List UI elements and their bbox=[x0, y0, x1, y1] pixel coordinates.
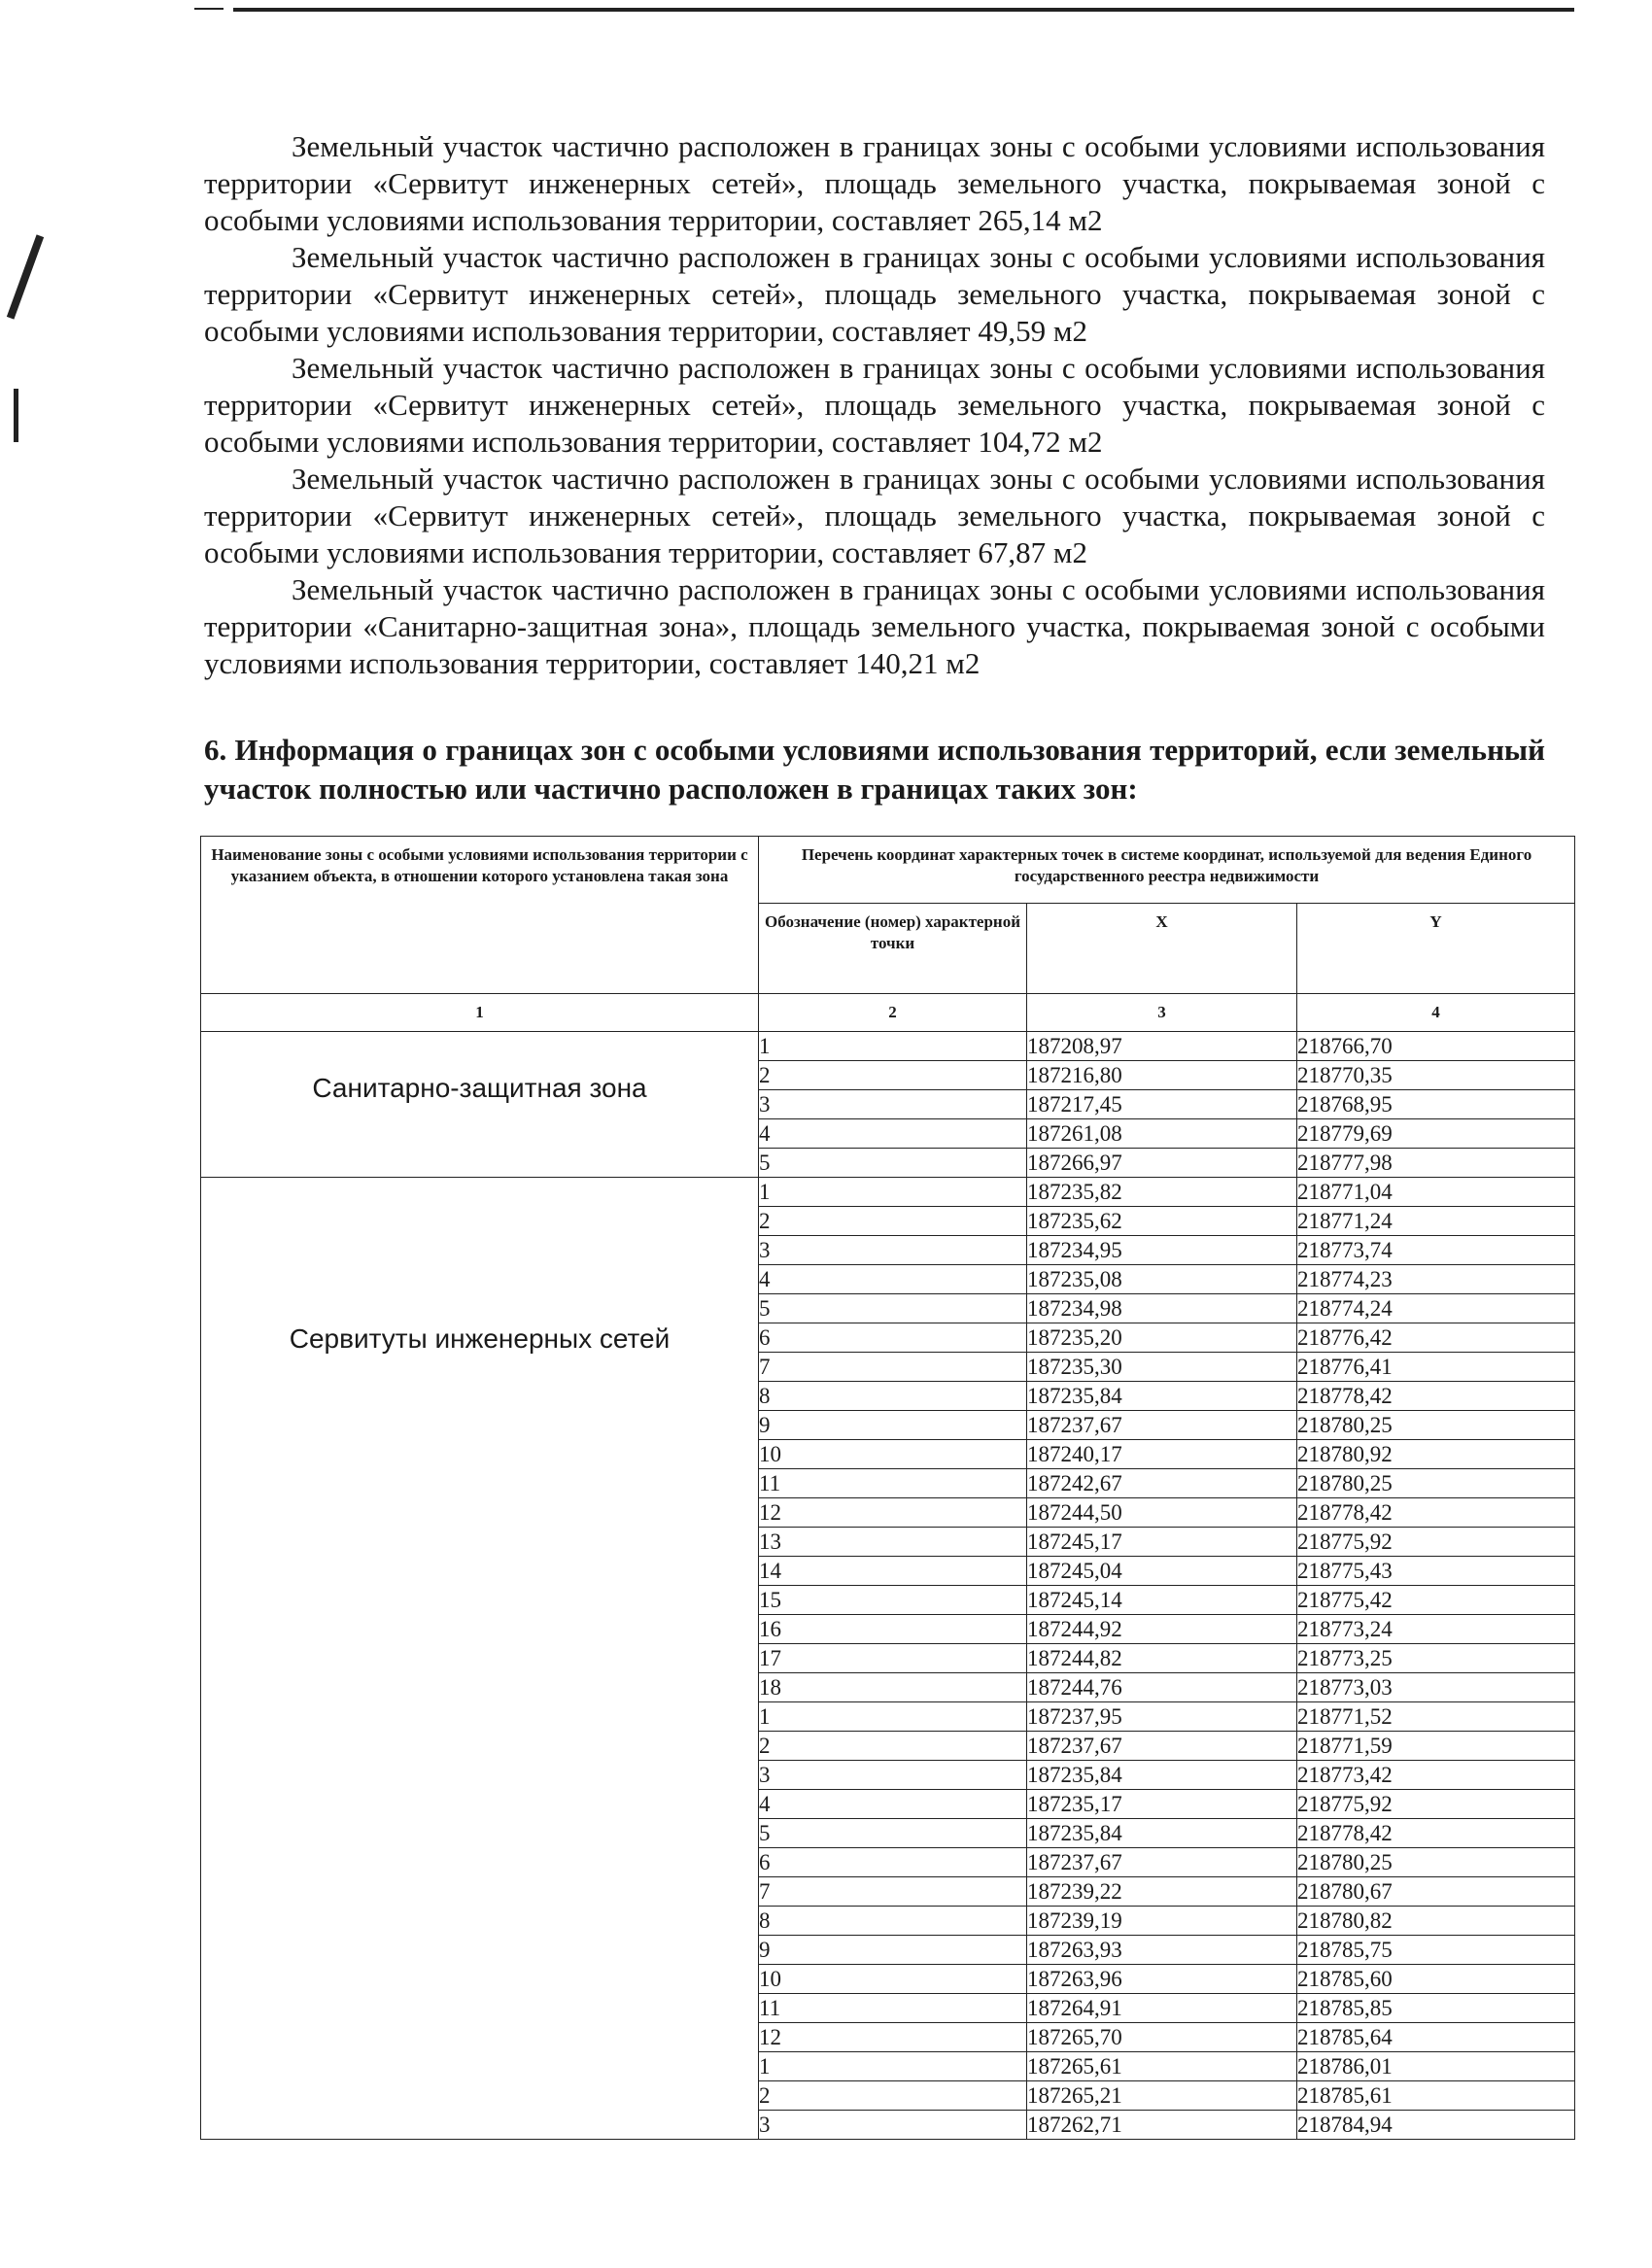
point-number: 9 bbox=[759, 1411, 1027, 1440]
table-body bbox=[201, 1032, 1575, 2140]
coord-y: 218780,25 bbox=[1297, 1411, 1575, 1440]
zone-name: Сервитуты инженерных сетей bbox=[201, 1178, 759, 2140]
coord-x: 187235,82 bbox=[1027, 1178, 1297, 1207]
coord-x: 187244,82 bbox=[1027, 1644, 1297, 1673]
coord-y: 218773,25 bbox=[1297, 1644, 1575, 1673]
coord-y: 218773,42 bbox=[1297, 1761, 1575, 1790]
coord-y: 218780,92 bbox=[1297, 1440, 1575, 1469]
coord-x: 187265,21 bbox=[1027, 2081, 1297, 2111]
paragraph: Земельный участок частично расположен в границах зоны с особыми условиями использования территории «Санитарно-защитная зона», площадь земельного участка, покрываемая зоной с особыми условиями использования территории, составляет 140,21 м2 bbox=[204, 572, 1545, 680]
table-row bbox=[201, 1178, 1575, 1207]
point-number: 3 bbox=[759, 1761, 1027, 1790]
coord-x: 187242,67 bbox=[1027, 1469, 1297, 1498]
coord-x: 187235,17 bbox=[1027, 1790, 1297, 1819]
header-y: Y bbox=[1297, 904, 1575, 994]
point-number: 4 bbox=[759, 1790, 1027, 1819]
coord-y: 218780,82 bbox=[1297, 1907, 1575, 1936]
point-number: 1 bbox=[759, 2052, 1027, 2081]
coord-y: 218776,42 bbox=[1297, 1323, 1575, 1353]
point-number: 8 bbox=[759, 1382, 1027, 1411]
point-number: 8 bbox=[759, 1907, 1027, 1936]
point-number: 4 bbox=[759, 1119, 1027, 1149]
point-number: 6 bbox=[759, 1323, 1027, 1353]
header-x: X bbox=[1027, 904, 1297, 994]
header-zone-name: Наименование зоны с особыми условиями использования территории с указанием объекта, в отношении которого установлена такая зона bbox=[201, 837, 759, 994]
point-number: 14 bbox=[759, 1557, 1027, 1586]
coord-y: 218777,98 bbox=[1297, 1149, 1575, 1178]
coord-x: 187239,22 bbox=[1027, 1877, 1297, 1907]
coord-x: 187263,93 bbox=[1027, 1936, 1297, 1965]
paragraph: Земельный участок частично расположен в границах зоны с особыми условиями использования территории «Сервитут инженерных сетей», площадь земельного участка, покрываемая зоной с особыми условиями использования территории, составляет 104,72 м2 bbox=[204, 351, 1545, 459]
coord-x: 187266,97 bbox=[1027, 1149, 1297, 1178]
coord-y: 218784,94 bbox=[1297, 2111, 1575, 2140]
paragraph: Земельный участок частично расположен в границах зоны с особыми условиями использования территории «Сервитут инженерных сетей», площадь земельного участка, покрываемая зоной с особыми условиями использования территории, составляет 49,59 м2 bbox=[204, 240, 1545, 348]
coord-x: 187235,20 bbox=[1027, 1323, 1297, 1353]
coord-y: 218768,95 bbox=[1297, 1090, 1575, 1119]
coord-y: 218780,25 bbox=[1297, 1469, 1575, 1498]
point-number: 5 bbox=[759, 1294, 1027, 1323]
coord-y: 218780,25 bbox=[1297, 1848, 1575, 1877]
coord-y: 218775,43 bbox=[1297, 1557, 1575, 1586]
coord-y: 218778,42 bbox=[1297, 1498, 1575, 1528]
coord-x: 187239,19 bbox=[1027, 1907, 1297, 1936]
zone-paragraphs bbox=[204, 128, 1545, 682]
coord-y: 218775,92 bbox=[1297, 1528, 1575, 1557]
coord-y: 218775,92 bbox=[1297, 1790, 1575, 1819]
coord-y: 218785,75 bbox=[1297, 1936, 1575, 1965]
point-number: 4 bbox=[759, 1265, 1027, 1294]
coord-y: 218774,23 bbox=[1297, 1265, 1575, 1294]
coord-y: 218770,35 bbox=[1297, 1061, 1575, 1090]
coord-x: 187235,30 bbox=[1027, 1353, 1297, 1382]
coord-y: 218779,69 bbox=[1297, 1119, 1575, 1149]
coord-x: 187235,62 bbox=[1027, 1207, 1297, 1236]
point-number: 13 bbox=[759, 1528, 1027, 1557]
coord-x: 187235,84 bbox=[1027, 1819, 1297, 1848]
paragraph: Земельный участок частично расположен в границах зоны с особыми условиями использования территории «Сервитут инженерных сетей», площадь земельного участка, покрываемая зоной с особыми условиями использования территории, составляет 265,14 м2 bbox=[204, 129, 1545, 237]
zones-coordinates-table bbox=[200, 836, 1575, 2140]
coord-y: 218771,52 bbox=[1297, 1702, 1575, 1732]
coord-x: 187237,67 bbox=[1027, 1411, 1297, 1440]
coord-x: 187216,80 bbox=[1027, 1061, 1297, 1090]
coord-y: 218771,59 bbox=[1297, 1732, 1575, 1761]
header-coordinates: Перечень координат характерных точек в системе координат, используемой для ведения Единого государственного реестра недвижимости bbox=[759, 837, 1575, 904]
coord-y: 218773,74 bbox=[1297, 1236, 1575, 1265]
coord-y: 218785,85 bbox=[1297, 1994, 1575, 2023]
coord-y: 218773,03 bbox=[1297, 1673, 1575, 1702]
coord-y: 218774,24 bbox=[1297, 1294, 1575, 1323]
column-number: 3 bbox=[1027, 994, 1297, 1032]
point-number: 9 bbox=[759, 1936, 1027, 1965]
point-number: 7 bbox=[759, 1353, 1027, 1382]
coord-y: 218785,61 bbox=[1297, 2081, 1575, 2111]
coord-y: 218778,42 bbox=[1297, 1382, 1575, 1411]
coord-x: 187244,92 bbox=[1027, 1615, 1297, 1644]
coord-x: 187234,98 bbox=[1027, 1294, 1297, 1323]
coord-x: 187208,97 bbox=[1027, 1032, 1297, 1061]
coord-y: 218780,67 bbox=[1297, 1877, 1575, 1907]
coord-x: 187217,45 bbox=[1027, 1090, 1297, 1119]
coord-y: 218785,64 bbox=[1297, 2023, 1575, 2052]
coord-x: 187245,04 bbox=[1027, 1557, 1297, 1586]
coord-y: 218771,04 bbox=[1297, 1178, 1575, 1207]
point-number: 6 bbox=[759, 1848, 1027, 1877]
paragraph: Земельный участок частично расположен в границах зоны с особыми условиями использования территории «Сервитут инженерных сетей», площадь земельного участка, покрываемая зоной с особыми условиями использования территории, составляет 67,87 м2 bbox=[204, 462, 1545, 569]
coord-x: 187244,50 bbox=[1027, 1498, 1297, 1528]
coord-y: 218785,60 bbox=[1297, 1965, 1575, 1994]
section-heading: 6. Информация о границах зон с особыми условиями использования территорий, если земельный участок полностью или частично расположен в границах таких зон: bbox=[204, 733, 1545, 806]
point-number: 3 bbox=[759, 1090, 1027, 1119]
point-number: 2 bbox=[759, 1061, 1027, 1090]
coord-x: 187262,71 bbox=[1027, 2111, 1297, 2140]
coord-x: 187237,67 bbox=[1027, 1848, 1297, 1877]
coord-x: 187245,17 bbox=[1027, 1528, 1297, 1557]
point-number: 18 bbox=[759, 1673, 1027, 1702]
point-number: 2 bbox=[759, 2081, 1027, 2111]
coord-y: 218786,01 bbox=[1297, 2052, 1575, 2081]
coord-x: 187261,08 bbox=[1027, 1119, 1297, 1149]
coord-x: 187265,70 bbox=[1027, 2023, 1297, 2052]
column-number: 2 bbox=[759, 994, 1027, 1032]
coord-y: 218776,41 bbox=[1297, 1353, 1575, 1382]
point-number: 10 bbox=[759, 1440, 1027, 1469]
point-number: 10 bbox=[759, 1965, 1027, 1994]
point-number: 11 bbox=[759, 1469, 1027, 1498]
coord-x: 187237,95 bbox=[1027, 1702, 1297, 1732]
zone-name: Санитарно-защитная зона bbox=[201, 1032, 759, 1178]
point-number: 1 bbox=[759, 1178, 1027, 1207]
coord-x: 187235,84 bbox=[1027, 1382, 1297, 1411]
point-number: 15 bbox=[759, 1586, 1027, 1615]
coord-x: 187244,76 bbox=[1027, 1673, 1297, 1702]
top-rule-short bbox=[194, 8, 224, 10]
point-number: 1 bbox=[759, 1032, 1027, 1061]
coord-x: 187263,96 bbox=[1027, 1965, 1297, 1994]
table-row bbox=[201, 1032, 1575, 1061]
point-number: 1 bbox=[759, 1702, 1027, 1732]
point-number: 2 bbox=[759, 1732, 1027, 1761]
coord-x: 187265,61 bbox=[1027, 2052, 1297, 2081]
point-number: 12 bbox=[759, 2023, 1027, 2052]
point-number: 17 bbox=[759, 1644, 1027, 1673]
point-number: 7 bbox=[759, 1877, 1027, 1907]
top-rule bbox=[233, 8, 1574, 12]
point-number: 3 bbox=[759, 2111, 1027, 2140]
point-number: 12 bbox=[759, 1498, 1027, 1528]
point-number: 2 bbox=[759, 1207, 1027, 1236]
coord-x: 187235,84 bbox=[1027, 1761, 1297, 1790]
coord-y: 218771,24 bbox=[1297, 1207, 1575, 1236]
point-number: 16 bbox=[759, 1615, 1027, 1644]
column-number: 4 bbox=[1297, 994, 1575, 1032]
scan-edge-mark bbox=[7, 234, 44, 319]
point-number: 3 bbox=[759, 1236, 1027, 1265]
header-point-number: Обозначение (номер) характерной точки bbox=[759, 904, 1027, 994]
column-number: 1 bbox=[201, 994, 759, 1032]
coord-x: 187237,67 bbox=[1027, 1732, 1297, 1761]
coord-y: 218775,42 bbox=[1297, 1586, 1575, 1615]
point-number: 5 bbox=[759, 1819, 1027, 1848]
coord-y: 218773,24 bbox=[1297, 1615, 1575, 1644]
coord-x: 187264,91 bbox=[1027, 1994, 1297, 2023]
coord-y: 218766,70 bbox=[1297, 1032, 1575, 1061]
coord-y: 218778,42 bbox=[1297, 1819, 1575, 1848]
coord-x: 187245,14 bbox=[1027, 1586, 1297, 1615]
coord-x: 187234,95 bbox=[1027, 1236, 1297, 1265]
point-number: 11 bbox=[759, 1994, 1027, 2023]
point-number: 5 bbox=[759, 1149, 1027, 1178]
scan-edge-mark bbox=[14, 389, 18, 442]
coord-x: 187240,17 bbox=[1027, 1440, 1297, 1469]
coord-x: 187235,08 bbox=[1027, 1265, 1297, 1294]
